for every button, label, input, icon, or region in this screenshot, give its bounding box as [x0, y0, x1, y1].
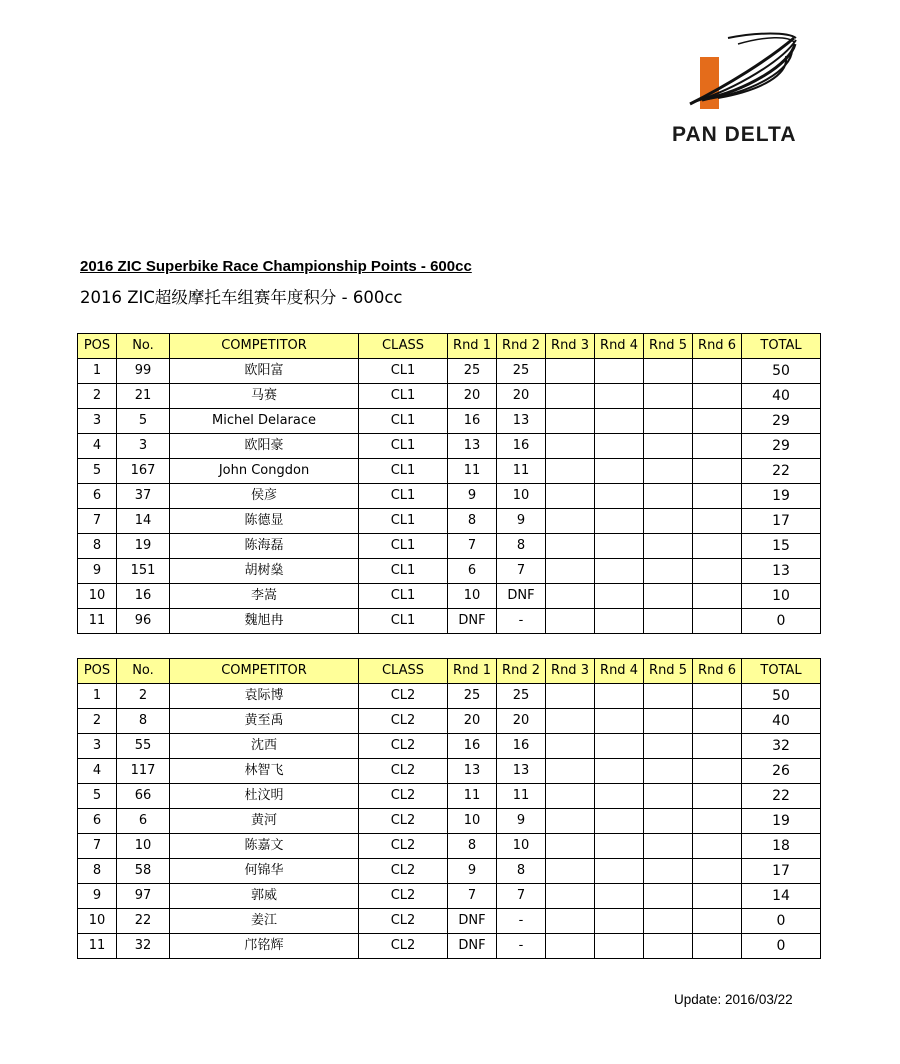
- cell-rnd-5: [644, 834, 693, 859]
- cell-number: 14: [117, 509, 170, 534]
- cell-competitor: 袁际博: [170, 684, 359, 709]
- cell-rnd-5: [644, 359, 693, 384]
- cell-rnd-4: [595, 909, 644, 934]
- cell-number: 151: [117, 559, 170, 584]
- cell-competitor: 欧阳富: [170, 359, 359, 384]
- cell-total: 17: [742, 509, 821, 534]
- cell-competitor: 欧阳豪: [170, 434, 359, 459]
- cell-total: 22: [742, 784, 821, 809]
- cell-rnd-4: [595, 809, 644, 834]
- cell-total: 26: [742, 759, 821, 784]
- table-row: [78, 859, 821, 884]
- cell-rnd-6: [693, 384, 742, 409]
- cell-rnd-1: 11: [448, 784, 497, 809]
- cell-rnd-4: [595, 434, 644, 459]
- cell-total: 0: [742, 909, 821, 934]
- table-row: [78, 809, 821, 834]
- column-header-number: No.: [117, 659, 170, 684]
- cell-rnd-4: [595, 559, 644, 584]
- column-header-pos: POS: [78, 659, 117, 684]
- table-row: [78, 909, 821, 934]
- cell-total: 18: [742, 834, 821, 859]
- cell-rnd-5: [644, 859, 693, 884]
- cell-rnd-6: [693, 909, 742, 934]
- cell-rnd-1: 16: [448, 734, 497, 759]
- cell-number: 97: [117, 884, 170, 909]
- cell-rnd-1: 25: [448, 684, 497, 709]
- cell-total: 15: [742, 534, 821, 559]
- cell-rnd-3: [546, 509, 595, 534]
- cell-competitor: 林智飞: [170, 759, 359, 784]
- cell-competitor: 杜汶明: [170, 784, 359, 809]
- cell-rnd-2: -: [497, 609, 546, 634]
- cell-competitor: 姜江: [170, 909, 359, 934]
- cell-rnd-6: [693, 734, 742, 759]
- cell-rnd-4: [595, 459, 644, 484]
- table-row: [78, 509, 821, 534]
- cell-competitor: 何锦华: [170, 859, 359, 884]
- cell-rnd-1: 13: [448, 759, 497, 784]
- cell-rnd-4: [595, 509, 644, 534]
- cell-rnd-1: DNF: [448, 909, 497, 934]
- cell-class: CL2: [359, 709, 448, 734]
- cell-rnd-6: [693, 359, 742, 384]
- cell-competitor: 陈德显: [170, 509, 359, 534]
- cell-number: 8: [117, 709, 170, 734]
- cell-rnd-1: 20: [448, 709, 497, 734]
- cell-number: 66: [117, 784, 170, 809]
- cell-total: 10: [742, 584, 821, 609]
- cell-rnd-1: DNF: [448, 609, 497, 634]
- cell-rnd-4: [595, 709, 644, 734]
- cell-rnd-6: [693, 784, 742, 809]
- cell-rnd-5: [644, 609, 693, 634]
- cell-rnd-2: 10: [497, 484, 546, 509]
- cell-rnd-6: [693, 759, 742, 784]
- column-header-competitor: COMPETITOR: [170, 659, 359, 684]
- table-row: [78, 609, 821, 634]
- table-row: [78, 884, 821, 909]
- table-row: [78, 384, 821, 409]
- cell-rnd-3: [546, 909, 595, 934]
- cell-total: 29: [742, 434, 821, 459]
- cell-pos: 9: [78, 884, 117, 909]
- cell-rnd-6: [693, 559, 742, 584]
- cell-rnd-2: -: [497, 909, 546, 934]
- cell-rnd-2: 13: [497, 409, 546, 434]
- table-header-row: [78, 659, 821, 684]
- cell-rnd-5: [644, 434, 693, 459]
- cell-rnd-5: [644, 909, 693, 934]
- cell-number: 117: [117, 759, 170, 784]
- cell-total: 32: [742, 734, 821, 759]
- cell-rnd-5: [644, 809, 693, 834]
- table-row: [78, 434, 821, 459]
- cell-rnd-2: 10: [497, 834, 546, 859]
- cell-rnd-3: [546, 359, 595, 384]
- cell-competitor: 邝铭辉: [170, 934, 359, 959]
- cell-rnd-3: [546, 434, 595, 459]
- table-row: [78, 784, 821, 809]
- cell-rnd-6: [693, 484, 742, 509]
- column-header-rnd-3: Rnd 3: [546, 659, 595, 684]
- cell-rnd-6: [693, 584, 742, 609]
- cell-class: CL1: [359, 484, 448, 509]
- cl1-points-table: [77, 333, 821, 634]
- column-header-class: CLASS: [359, 334, 448, 359]
- cell-rnd-5: [644, 509, 693, 534]
- table-row: [78, 934, 821, 959]
- cell-rnd-1: 13: [448, 434, 497, 459]
- cell-rnd-2: 25: [497, 684, 546, 709]
- cell-class: CL2: [359, 684, 448, 709]
- cell-number: 99: [117, 359, 170, 384]
- cell-number: 21: [117, 384, 170, 409]
- cell-competitor: 黄至禹: [170, 709, 359, 734]
- cell-total: 22: [742, 459, 821, 484]
- cell-rnd-3: [546, 459, 595, 484]
- cell-total: 50: [742, 359, 821, 384]
- cell-rnd-5: [644, 934, 693, 959]
- column-header-rnd-2: Rnd 2: [497, 659, 546, 684]
- cell-rnd-6: [693, 834, 742, 859]
- cell-rnd-2: 16: [497, 734, 546, 759]
- cell-pos: 4: [78, 759, 117, 784]
- cell-rnd-5: [644, 734, 693, 759]
- cell-rnd-4: [595, 884, 644, 909]
- cell-total: 19: [742, 484, 821, 509]
- cell-pos: 6: [78, 809, 117, 834]
- cell-pos: 8: [78, 859, 117, 884]
- cell-rnd-3: [546, 784, 595, 809]
- cell-rnd-6: [693, 434, 742, 459]
- cell-competitor: 陈嘉文: [170, 834, 359, 859]
- cell-rnd-1: 25: [448, 359, 497, 384]
- cell-number: 96: [117, 609, 170, 634]
- cell-pos: 2: [78, 709, 117, 734]
- cell-rnd-2: 8: [497, 534, 546, 559]
- cell-rnd-6: [693, 709, 742, 734]
- cell-rnd-3: [546, 734, 595, 759]
- cell-number: 3: [117, 434, 170, 459]
- cell-rnd-4: [595, 859, 644, 884]
- table-row: [78, 734, 821, 759]
- cell-total: 40: [742, 384, 821, 409]
- cell-competitor: 黄河: [170, 809, 359, 834]
- cell-rnd-4: [595, 784, 644, 809]
- cell-number: 6: [117, 809, 170, 834]
- column-header-pos: POS: [78, 334, 117, 359]
- cell-rnd-4: [595, 534, 644, 559]
- cell-rnd-1: 9: [448, 859, 497, 884]
- cell-competitor: 陈海磊: [170, 534, 359, 559]
- cell-number: 22: [117, 909, 170, 934]
- cl2-points-table: [77, 658, 821, 959]
- cell-class: CL2: [359, 759, 448, 784]
- column-header-class: CLASS: [359, 659, 448, 684]
- cell-rnd-3: [546, 584, 595, 609]
- column-header-rnd-5: Rnd 5: [644, 334, 693, 359]
- cell-pos: 5: [78, 784, 117, 809]
- cell-rnd-4: [595, 684, 644, 709]
- update-date: Update: 2016/03/22: [674, 992, 793, 1007]
- column-header-rnd-6: Rnd 6: [693, 659, 742, 684]
- cell-pos: 2: [78, 384, 117, 409]
- cell-rnd-2: 8: [497, 859, 546, 884]
- table-header-row: [78, 334, 821, 359]
- cell-pos: 3: [78, 409, 117, 434]
- cell-pos: 11: [78, 609, 117, 634]
- table-row: [78, 759, 821, 784]
- column-header-rnd-6: Rnd 6: [693, 334, 742, 359]
- cell-rnd-1: 6: [448, 559, 497, 584]
- cell-number: 2: [117, 684, 170, 709]
- cell-rnd-5: [644, 709, 693, 734]
- cell-rnd-2: 20: [497, 709, 546, 734]
- cell-rnd-1: 11: [448, 459, 497, 484]
- cell-rnd-2: 7: [497, 884, 546, 909]
- cell-rnd-3: [546, 834, 595, 859]
- cell-competitor: 郭威: [170, 884, 359, 909]
- cell-class: CL1: [359, 559, 448, 584]
- cell-rnd-6: [693, 809, 742, 834]
- cell-total: 29: [742, 409, 821, 434]
- cell-rnd-5: [644, 559, 693, 584]
- cell-number: 16: [117, 584, 170, 609]
- cell-competitor: Michel Delarace: [170, 409, 359, 434]
- cell-rnd-6: [693, 684, 742, 709]
- cell-rnd-1: DNF: [448, 934, 497, 959]
- cell-pos: 5: [78, 459, 117, 484]
- cell-rnd-6: [693, 534, 742, 559]
- column-header-total: TOTAL: [742, 334, 821, 359]
- cell-rnd-5: [644, 459, 693, 484]
- cell-pos: 8: [78, 534, 117, 559]
- cell-rnd-4: [595, 609, 644, 634]
- cell-rnd-3: [546, 684, 595, 709]
- cell-class: CL1: [359, 409, 448, 434]
- cell-class: CL1: [359, 584, 448, 609]
- table-row: [78, 709, 821, 734]
- cell-competitor: 胡树燊: [170, 559, 359, 584]
- cell-rnd-5: [644, 759, 693, 784]
- cell-class: CL2: [359, 909, 448, 934]
- cell-rnd-2: 11: [497, 459, 546, 484]
- table-row: [78, 534, 821, 559]
- cell-rnd-2: 7: [497, 559, 546, 584]
- cell-rnd-2: 13: [497, 759, 546, 784]
- cell-total: 0: [742, 934, 821, 959]
- cell-total: 0: [742, 609, 821, 634]
- column-header-rnd-2: Rnd 2: [497, 334, 546, 359]
- cell-pos: 10: [78, 909, 117, 934]
- table-row: [78, 584, 821, 609]
- table-row: [78, 684, 821, 709]
- cell-pos: 7: [78, 509, 117, 534]
- cell-rnd-1: 10: [448, 809, 497, 834]
- cell-rnd-5: [644, 409, 693, 434]
- cell-number: 37: [117, 484, 170, 509]
- cell-rnd-3: [546, 934, 595, 959]
- cell-rnd-6: [693, 934, 742, 959]
- table-row: [78, 559, 821, 584]
- cell-class: CL2: [359, 784, 448, 809]
- cell-rnd-1: 9: [448, 484, 497, 509]
- cell-total: 50: [742, 684, 821, 709]
- cell-total: 14: [742, 884, 821, 909]
- cell-class: CL2: [359, 859, 448, 884]
- cell-total: 40: [742, 709, 821, 734]
- cell-rnd-2: 9: [497, 509, 546, 534]
- cell-rnd-3: [546, 709, 595, 734]
- cell-rnd-4: [595, 734, 644, 759]
- column-header-rnd-3: Rnd 3: [546, 334, 595, 359]
- cell-number: 58: [117, 859, 170, 884]
- cell-total: 19: [742, 809, 821, 834]
- cell-class: CL1: [359, 509, 448, 534]
- cell-total: 17: [742, 859, 821, 884]
- cell-competitor: 魏旭冉: [170, 609, 359, 634]
- cell-rnd-4: [595, 934, 644, 959]
- cell-rnd-3: [546, 409, 595, 434]
- cell-rnd-6: [693, 509, 742, 534]
- table-row: [78, 459, 821, 484]
- cell-rnd-6: [693, 609, 742, 634]
- cell-pos: 10: [78, 584, 117, 609]
- logo-mark-icon: [668, 30, 828, 125]
- cell-rnd-5: [644, 784, 693, 809]
- cell-rnd-2: -: [497, 934, 546, 959]
- cell-class: CL2: [359, 734, 448, 759]
- cell-rnd-4: [595, 359, 644, 384]
- cell-class: CL2: [359, 934, 448, 959]
- cell-rnd-4: [595, 384, 644, 409]
- cell-rnd-5: [644, 534, 693, 559]
- cell-competitor: 李嵩: [170, 584, 359, 609]
- column-header-number: No.: [117, 334, 170, 359]
- cell-number: 5: [117, 409, 170, 434]
- cell-class: CL2: [359, 809, 448, 834]
- cell-rnd-5: [644, 684, 693, 709]
- cell-rnd-4: [595, 834, 644, 859]
- cell-rnd-3: [546, 609, 595, 634]
- cell-number: 167: [117, 459, 170, 484]
- cell-rnd-5: [644, 584, 693, 609]
- cell-rnd-4: [595, 584, 644, 609]
- page-title-chinese: 2016 ZIC超级摩托车组赛年度积分 - 600cc: [80, 288, 403, 307]
- cell-pos: 1: [78, 359, 117, 384]
- cell-rnd-1: 20: [448, 384, 497, 409]
- cell-class: CL1: [359, 434, 448, 459]
- cell-competitor: 沈西: [170, 734, 359, 759]
- cell-pos: 7: [78, 834, 117, 859]
- cell-rnd-2: 20: [497, 384, 546, 409]
- cell-rnd-3: [546, 484, 595, 509]
- cell-rnd-1: 7: [448, 884, 497, 909]
- cell-number: 19: [117, 534, 170, 559]
- table-row: [78, 409, 821, 434]
- cell-rnd-4: [595, 484, 644, 509]
- logo-text: PAN DELTA: [672, 123, 797, 146]
- cell-competitor: John Congdon: [170, 459, 359, 484]
- cell-rnd-1: 7: [448, 534, 497, 559]
- cell-rnd-2: 11: [497, 784, 546, 809]
- table-row: [78, 359, 821, 384]
- cell-rnd-2: 9: [497, 809, 546, 834]
- cell-rnd-5: [644, 884, 693, 909]
- cell-rnd-6: [693, 459, 742, 484]
- cell-class: CL1: [359, 459, 448, 484]
- cell-competitor: 侯彦: [170, 484, 359, 509]
- column-header-total: TOTAL: [742, 659, 821, 684]
- cell-rnd-3: [546, 559, 595, 584]
- cell-rnd-1: 8: [448, 509, 497, 534]
- cell-number: 10: [117, 834, 170, 859]
- cell-rnd-4: [595, 759, 644, 784]
- cell-pos: 9: [78, 559, 117, 584]
- column-header-rnd-1: Rnd 1: [448, 659, 497, 684]
- cell-class: CL1: [359, 534, 448, 559]
- cell-rnd-2: 25: [497, 359, 546, 384]
- cell-rnd-3: [546, 809, 595, 834]
- column-header-rnd-4: Rnd 4: [595, 334, 644, 359]
- cell-rnd-3: [546, 534, 595, 559]
- cell-pos: 4: [78, 434, 117, 459]
- cell-pos: 11: [78, 934, 117, 959]
- cell-class: CL1: [359, 609, 448, 634]
- cell-rnd-5: [644, 384, 693, 409]
- cell-pos: 3: [78, 734, 117, 759]
- table-row: [78, 484, 821, 509]
- column-header-rnd-1: Rnd 1: [448, 334, 497, 359]
- cell-total: 13: [742, 559, 821, 584]
- pan-delta-logo: [668, 30, 828, 145]
- cell-rnd-4: [595, 409, 644, 434]
- cell-class: CL1: [359, 384, 448, 409]
- cell-class: CL2: [359, 884, 448, 909]
- cell-rnd-1: 8: [448, 834, 497, 859]
- cell-rnd-3: [546, 859, 595, 884]
- cell-rnd-1: 16: [448, 409, 497, 434]
- cell-pos: 6: [78, 484, 117, 509]
- cell-rnd-3: [546, 759, 595, 784]
- cell-rnd-6: [693, 859, 742, 884]
- cell-class: CL1: [359, 359, 448, 384]
- cell-competitor: 马赛: [170, 384, 359, 409]
- table-row: [78, 834, 821, 859]
- cell-rnd-6: [693, 409, 742, 434]
- cell-pos: 1: [78, 684, 117, 709]
- cell-rnd-2: 16: [497, 434, 546, 459]
- cell-rnd-3: [546, 384, 595, 409]
- cell-rnd-2: DNF: [497, 584, 546, 609]
- cell-rnd-1: 10: [448, 584, 497, 609]
- page-title-english: 2016 ZIC Superbike Race Championship Points - 600cc: [80, 258, 472, 275]
- column-header-rnd-4: Rnd 4: [595, 659, 644, 684]
- cell-rnd-3: [546, 884, 595, 909]
- cell-rnd-6: [693, 884, 742, 909]
- cell-rnd-5: [644, 484, 693, 509]
- column-header-rnd-5: Rnd 5: [644, 659, 693, 684]
- cell-number: 55: [117, 734, 170, 759]
- cell-number: 32: [117, 934, 170, 959]
- cell-class: CL2: [359, 834, 448, 859]
- column-header-competitor: COMPETITOR: [170, 334, 359, 359]
